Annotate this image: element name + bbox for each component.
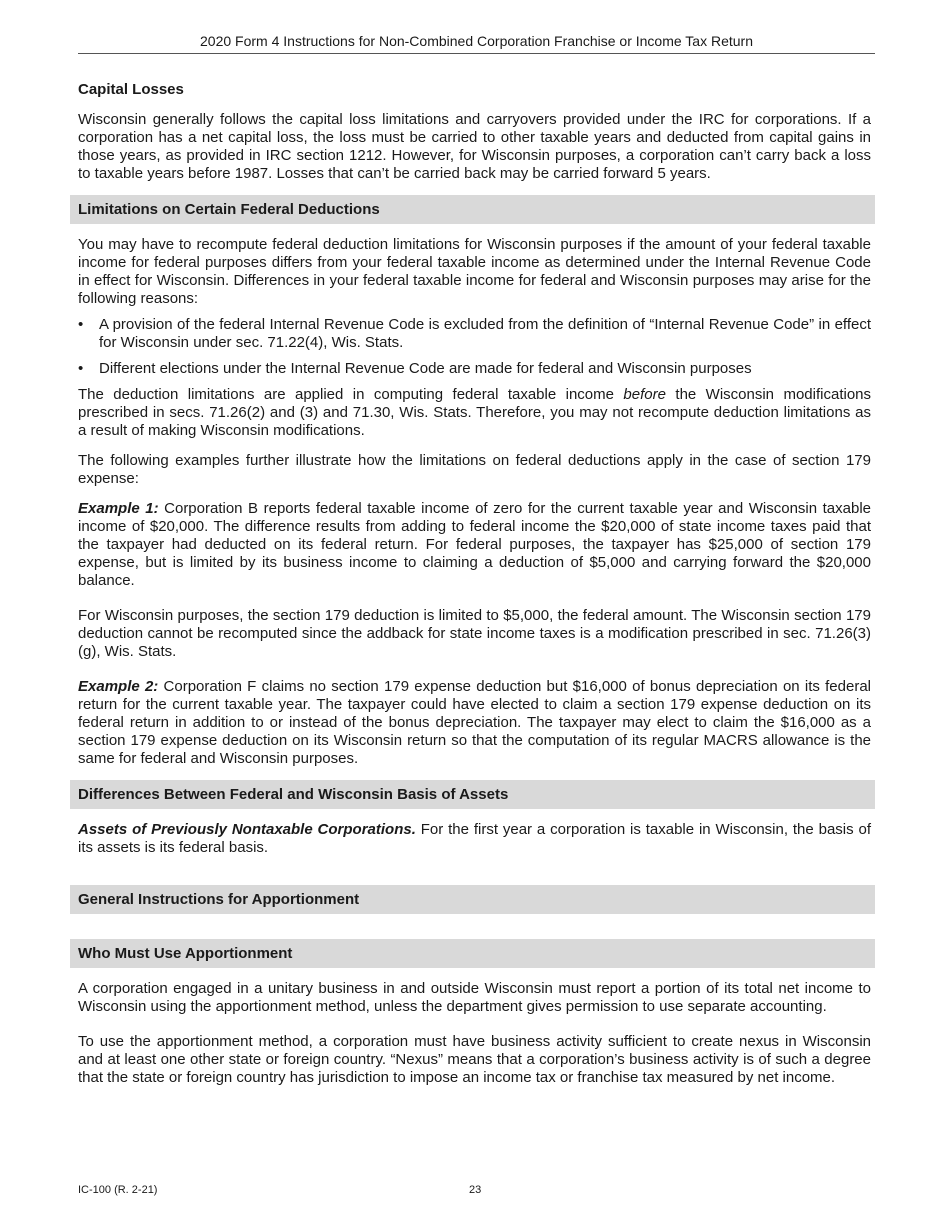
page-content: [78, 77, 871, 1087]
example-1-paragraph: [78, 500, 871, 590]
example-2-label: Example 2:: [78, 678, 159, 695]
basis-paragraph: [78, 821, 871, 857]
basis-label: Assets of Previously Nontaxable Corporations.: [78, 821, 416, 838]
bullet-item-1: • A provision of the federal Internal Revenue Code is excluded from the definition of “Internal Revenue Code” in effect for Wisconsin under sec. 71.22(4), Wis. Stats.: [78, 316, 871, 352]
section-bar-basis-of-assets: Differences Between Federal and Wisconsin Basis of Assets: [70, 780, 875, 809]
basis-text: For the first year a corporation is taxable in Wisconsin, the basis of its assets is its federal basis.: [78, 821, 872, 856]
applied-text-end: the Wisconsin modifications prescribed in secs. 71.26(2) and (3) and 71.30, Wis. Stats. Therefore, you may not recompute deduction limitations as a result of making Wisconsin modifications.: [78, 386, 871, 439]
deduction-limitations-paragraph: [78, 386, 871, 440]
example-2-paragraph: [78, 678, 871, 768]
capital-losses-paragraph: Wisconsin generally follows the capital loss limitations and carryovers provided under the IRC for corporations. If a corporation has a net capital loss, the loss must be carried to other taxable years and deducted from capital gains in those years, as provided in IRC section 1212. However, for Wisconsin purposes, a corporation can’t carry back a loss to taxable years before 1987. Losses that can’t be carried back may be carried forward 5 years.: [78, 111, 871, 182]
section-bar-who-must-use: Who Must Use Apportionment: [70, 939, 875, 968]
examples-intro-paragraph: The following examples further illustrate how the limitations on federal deductions apply in the case of section 179 expense:: [78, 452, 871, 487]
footer-page-number: 23: [469, 1184, 482, 1196]
bullet-item-2: • Different elections under the Internal Revenue Code are made for federal and Wisconsin purposes: [78, 360, 871, 378]
example-1-followup-paragraph: For Wisconsin purposes, the section 179 deduction is limited to $5,000, the federal amount. The Wisconsin section 179 deduction cannot be recomputed since the addback for state income taxes is a modification prescribed in sec. 71.26(3)(g), Wis. Stats.: [78, 607, 871, 660]
applied-emphasis: before: [623, 386, 666, 403]
heading-capital-losses: Capital Losses: [78, 81, 184, 98]
running-header: 2020 Form 4 Instructions for Non-Combined Corporation Franchise or Income Tax Return: [78, 32, 875, 54]
limitations-intro-paragraph: You may have to recompute federal deduction limitations for Wisconsin purposes if the amount of your federal taxable income for federal purposes differs from your federal taxable income as determined under the Internal Revenue Code in effect for Wisconsin. Differences in your federal taxable income for federal and Wisconsin purposes may arise for the following reasons:: [78, 236, 871, 307]
limitations-reasons-list: [78, 316, 871, 378]
who-must-paragraph-1: A corporation engaged in a unitary business in and outside Wisconsin must report a portion of its total net income to Wisconsin using the apportionment method, unless the department gives permission to use separate accounting.: [78, 980, 871, 1015]
who-must-paragraph-2: To use the apportionment method, a corporation must have business activity sufficient to create nexus in Wisconsin and at least one other state or foreign country. “Nexus” means that a corporation’s business activity is of such a degree that the state or foreign country has jurisdiction to impose an income tax or franchise tax measured by net income.: [78, 1033, 871, 1086]
applied-text-start: The deduction limitations are applied in computing federal taxable income: [78, 386, 624, 403]
example-1-text: Corporation B reports federal taxable income of zero for the current taxable year and Wisconsin taxable income of $20,000. The difference results from adding to federal income the $20,000 of state income taxes paid that the taxpayer had deducted on its federal return. For federal purposes, the taxpayer has $25,000 of section 179 expense, but is limited by its business income to claiming a deduction of $5,000 and carrying forward the $20,000 balance.: [78, 500, 871, 589]
section-bar-limitations: Limitations on Certain Federal Deductions: [70, 195, 875, 224]
footer-form-code: IC-100 (R. 2-21): [78, 1184, 158, 1196]
section-bar-apportionment: General Instructions for Apportionment: [70, 885, 875, 914]
example-2-text: Corporation F claims no section 179 expense deduction but $16,000 of bonus depreciation on its federal return for the current taxable year. The taxpayer could have elected to claim a section 179 expense deduction on its federal return in addition to or instead of the bonus depreciation. The taxpayer may elect to claim the $16,000 as a section 179 expense deduction on its Wisconsin return so that the computation of its regular MACRS allowance is the same for federal and Wisconsin purposes.: [78, 678, 871, 767]
example-1-label: Example 1:: [78, 500, 159, 517]
